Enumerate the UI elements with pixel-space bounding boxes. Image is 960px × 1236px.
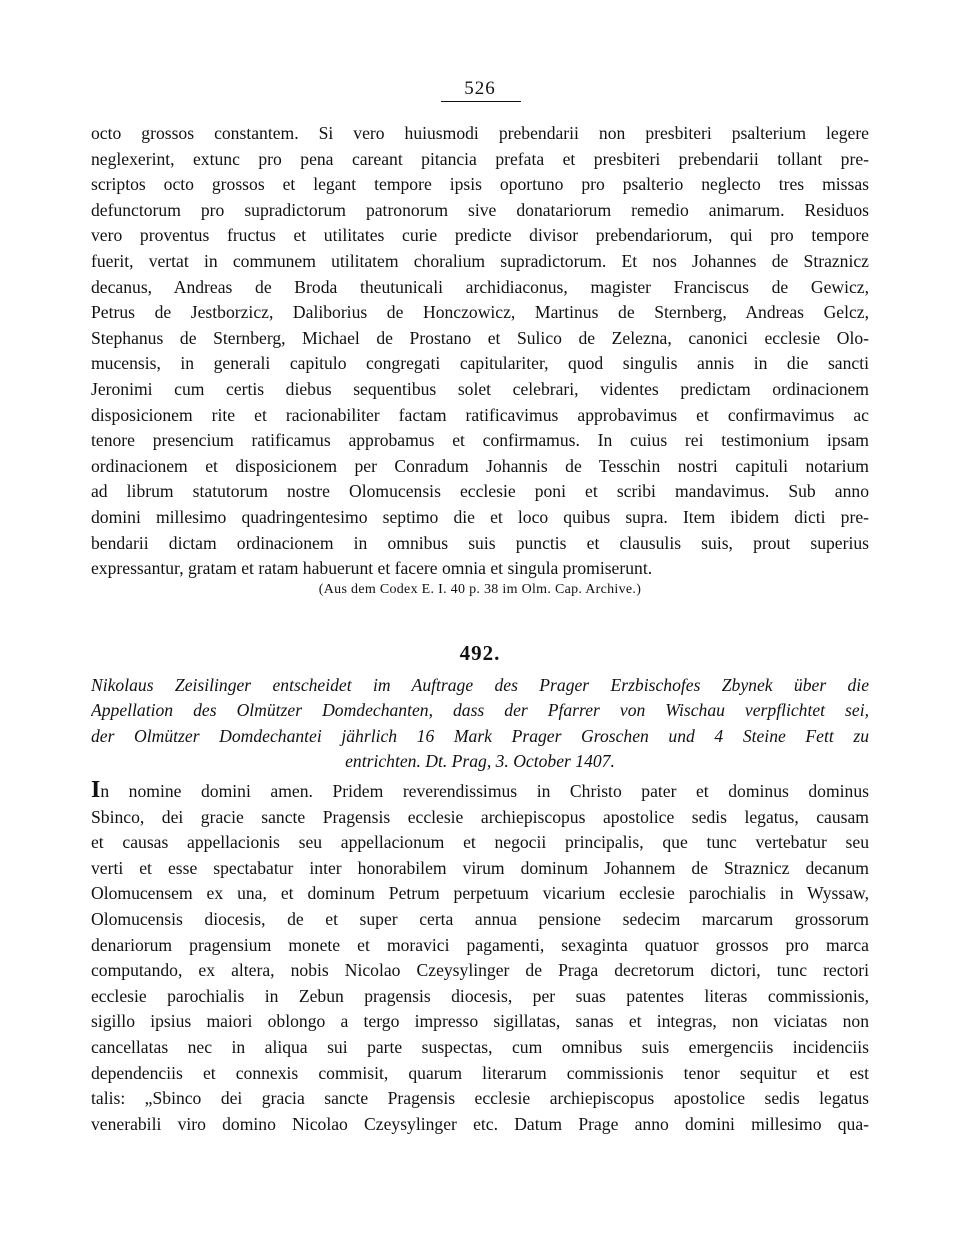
text-line: talis: „Sbinco dei gracia sancte Pragensis ecclesie archiepiscopus apostolice sedis legatus — [91, 1088, 869, 1109]
heading-line: Appellation des Olmützer Domdechanten, dass der Pfarrer von Wischau verpflichtet sei, — [91, 700, 869, 721]
text-line: Stephanus de Sternberg, Michael de Prostano et Sulico de Zelezna, canonici ecclesie Olo- — [91, 327, 869, 348]
heading-line: der Olmützer Domdechantei jährlich 16 Mark Prager Groschen und 4 Steine Fett zu — [91, 725, 869, 746]
upper-paragraph — [91, 121, 869, 582]
initial-letter: I — [91, 779, 101, 803]
lower-paragraph — [91, 779, 869, 1137]
text-line: disposicionem rite et racionabiliter factam ratificavimus approbavimus et confirmavimus ac — [91, 404, 869, 425]
document-number: 492. — [459, 641, 501, 665]
text-line: Sbinco, dei gracie sancte Pragensis ecclesie archiepiscopus apostolice sedis legatus, causam — [91, 806, 869, 827]
text-line: Olomucensem ex una, et dominum Petrum perpetuum vicarium ecclesie parochialis in Wyssaw, — [91, 883, 869, 904]
text-line: domini millesimo quadringentesimo septimo die et loco quibus supra. Item ibidem dicti pre- — [91, 506, 869, 527]
text-line: vero proventus fructus et utilitates curie predicte divisor prebendariorum, qui pro tempore — [91, 225, 869, 246]
first-line-text: n nomine domini amen. Pridem reverendissimus in Christo pater et dominus dominus — [100, 781, 869, 801]
text-line: dependenciis et connexis commisit, quarum literarum commissionis tenor sequitur et est — [91, 1062, 869, 1083]
text-line: Jeronimi cum certis diebus sequentibus solet celebrari, videntes predictam ordinacionem — [91, 378, 869, 399]
source-note: (Aus dem Codex E. I. 40 p. 38 im Olm. Cap. Archive.) — [318, 582, 642, 597]
page-number-rule — [441, 101, 521, 102]
text-line — [91, 779, 869, 805]
text-line: expressantur, gratam et ratam habuerunt et facere omnia et singula promiserunt. — [91, 558, 653, 579]
text-line: sigillo ipsius maiori oblongo a tergo impresso sigillatas, sanas et integras, non viciatas non — [91, 1011, 869, 1032]
text-line: bendarii dictam ordinacionem in omnibus suis punctis et clausulis suis, prout superius — [91, 532, 869, 553]
text-line: ecclesie parochialis in Zebun pragensis diocesis, per suas patentes literas commissionis, — [91, 985, 869, 1006]
text-line: Petrus de Jestborzicz, Daliborius de Honczowicz, Martinus de Sternberg, Andreas Gelcz, — [91, 302, 869, 323]
text-line: venerabili viro domino Nicolao Czeysylinger etc. Datum Prage anno domini millesimo qua- — [91, 1113, 869, 1134]
text-line: defunctorum pro supradictorum patronorum sive donatariorum remedio animarum. Residuos — [91, 199, 869, 220]
heading-line: Nikolaus Zeisilinger entscheidet im Auftrage des Prager Erzbischofes Zbynek über die — [91, 675, 869, 695]
text-line: octo grossos constantem. Si vero huiusmodi prebendarii non presbiteri psalterium legere — [91, 123, 869, 143]
text-line: scriptos octo grossos et legant tempore ipsis oportuno pro psalterio neglecto tres missas — [91, 174, 869, 195]
text-line: tenore presencium ratificamus approbamus et confirmamus. In cuius rei testimonium ipsam — [91, 430, 869, 451]
text-line: neglexerint, extunc pro pena careant pitancia prefata et presbiteri prebendarii tollant pre- — [91, 148, 869, 169]
text-line: mucensis, in generali capitulo congregati capitulariter, quod singulis annis in die sancti — [91, 353, 869, 374]
text-line: et causas appellacionis seu appellacionum et negocii principalis, que tunc vertebatur seu — [91, 832, 869, 853]
heading-line: entrichten. Dt. Prag, 3. October 1407. — [345, 751, 615, 772]
text-line: denariorum pragensium monete et moravici pagamenti, sexaginta quatuor grossos pro marca — [91, 934, 869, 955]
text-line: verti et esse spectabatur inter honorabilem virum dominum Johannem de Straznicz decanum — [91, 857, 869, 878]
page-number: 526 — [464, 78, 496, 99]
document-heading — [91, 673, 869, 775]
text-line: decanus, Andreas de Broda theutunicali archidiaconus, magister Franciscus de Gewicz, — [91, 276, 869, 297]
text-line: fuerit, vertat in communem utilitatem choralium supradictorum. Et nos Johannes de Straznicz — [91, 250, 869, 271]
text-line: Olomucensis diocesis, de et super certa annua pensione sedecim marcarum grossorum — [91, 908, 869, 929]
text-line: cancellatas nec in aliqua sui parte suspectas, cum omnibus suis emergenciis incidenciis — [91, 1036, 869, 1057]
text-line: ad librum statutorum nostre Olomucensis ecclesie poni et scribi mandavimus. Sub anno — [91, 481, 869, 502]
text-line: ordinacionem et disposicionem per Conradum Johannis de Tesschin nostri capituli notarium — [91, 455, 869, 476]
text-line: computando, ex altera, nobis Nicolao Czeysylinger de Praga decretorum dictori, tunc rectori — [91, 960, 869, 981]
